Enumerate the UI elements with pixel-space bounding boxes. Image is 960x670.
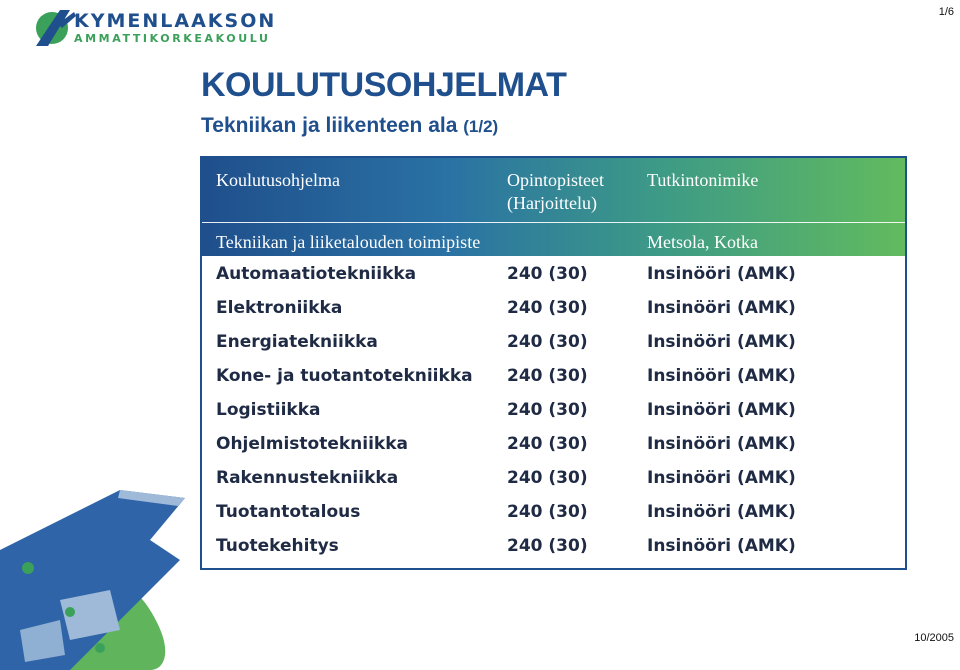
program-credits: 240 (30) xyxy=(507,502,588,522)
table-body xyxy=(202,256,905,562)
logo-mark-icon xyxy=(30,4,78,50)
page-number: 1/6 xyxy=(938,6,954,18)
program-name: Tuotantotalous xyxy=(216,502,361,522)
program-degree: Insinööri (AMK) xyxy=(647,298,796,318)
programs-table xyxy=(200,156,907,570)
program-degree: Insinööri (AMK) xyxy=(647,366,796,386)
program-credits: 240 (30) xyxy=(507,332,588,352)
program-degree: Insinööri (AMK) xyxy=(647,536,796,556)
page-subtitle xyxy=(201,114,498,138)
program-degree: Insinööri (AMK) xyxy=(647,400,796,420)
program-name: Ohjelmistotekniikka xyxy=(216,434,409,454)
program-credits: 240 (30) xyxy=(507,434,588,454)
program-name: Logistiikka xyxy=(216,400,321,420)
program-credits: 240 (30) xyxy=(507,468,588,488)
table-row xyxy=(202,324,905,358)
program-name: Elektroniikka xyxy=(216,298,343,318)
header-program: Koulutusohjelma xyxy=(216,170,340,190)
section-name: Tekniikan ja liiketalouden toimipiste xyxy=(216,232,481,252)
table-row xyxy=(202,392,905,426)
table-row xyxy=(202,256,905,290)
section-location: Metsola, Kotka xyxy=(647,232,758,252)
subtitle-text: Tekniikan ja liikenteen ala xyxy=(201,114,458,137)
table-row xyxy=(202,494,905,528)
program-name: Automaatiotekniikka xyxy=(216,264,417,284)
program-name: Energiatekniikka xyxy=(216,332,378,352)
school-logo xyxy=(30,4,277,54)
logo-name-line1: KYMENLAAKSON xyxy=(74,10,277,32)
program-degree: Insinööri (AMK) xyxy=(647,468,796,488)
program-credits: 240 (30) xyxy=(507,298,588,318)
program-credits: 240 (30) xyxy=(507,264,588,284)
program-degree: Insinööri (AMK) xyxy=(647,332,796,352)
header-degree: Tutkintonimike xyxy=(647,170,759,190)
header-credits-sub: (Harjoittelu) xyxy=(507,193,597,213)
program-degree: Insinööri (AMK) xyxy=(647,264,796,284)
table-header xyxy=(202,158,905,256)
program-name: Tuotekehitys xyxy=(216,536,339,556)
table-row xyxy=(202,528,905,562)
document-date: 10/2005 xyxy=(914,632,954,644)
header-credits: Opintopisteet xyxy=(507,170,604,190)
program-degree: Insinööri (AMK) xyxy=(647,502,796,522)
table-row xyxy=(202,290,905,324)
program-credits: 240 (30) xyxy=(507,366,588,386)
program-name: Rakennustekniikka xyxy=(216,468,399,488)
logo-name-line2: AMMATTIKORKEAKOULU xyxy=(74,32,271,45)
table-row xyxy=(202,426,905,460)
subtitle-page: (1/2) xyxy=(463,117,499,136)
header-divider xyxy=(202,222,905,223)
program-credits: 240 (30) xyxy=(507,536,588,556)
program-degree: Insinööri (AMK) xyxy=(647,434,796,454)
program-credits: 240 (30) xyxy=(507,400,588,420)
decorative-figure-icon xyxy=(0,480,200,670)
table-row xyxy=(202,460,905,494)
program-name: Kone- ja tuotantotekniikka xyxy=(216,366,473,386)
page-title: KOULUTUSOHJELMAT xyxy=(201,66,567,104)
table-row xyxy=(202,358,905,392)
